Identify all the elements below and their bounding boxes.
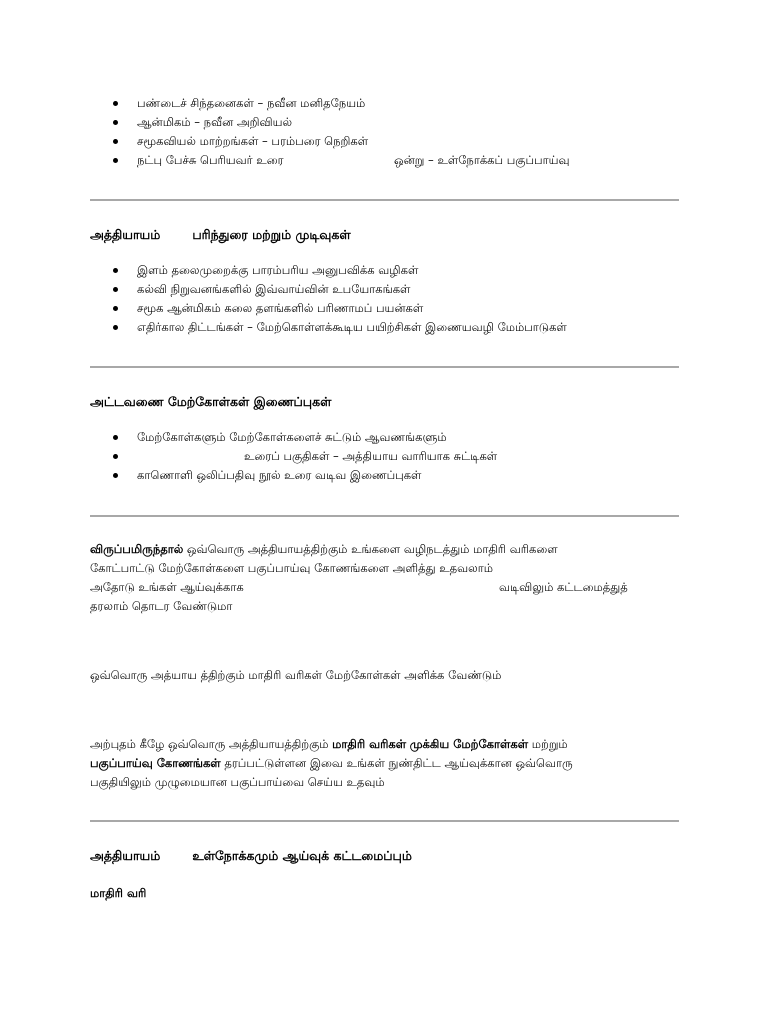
list-item: காணொளி ஒலிப்பதிவு நூல் உரை வடிவ இணைப்புகள்	[108, 466, 728, 485]
section-divider	[90, 820, 679, 822]
section-heading: அத்தியாயம் பரிந்துரை மற்றும் முடிவுகள்	[90, 227, 351, 242]
bullet-icon	[113, 268, 118, 273]
sample-line-label: மாதிரி வரி	[90, 886, 147, 900]
paragraph: விருப்பமிருந்தால் ஒவ்வொரு அத்தியாயத்திற்கும் உங்களை வழிநடத்தும் மாதிரி வரிகளை கோட்பாட்டு மேற்கோள்களை பகுப்பாய்வு கோணங்களை அளித்து உதவலாம் அதோடு உங்கள் ஆய்வுக்காக வடிவிலும் கட்டமைத்துத் தரலாம் தொடர வேண்டுமா	[90, 542, 628, 613]
list-item: நட்பு பேச்சு பெரியவர் உரை ஒன்று – உள்நோக்கப் பகுப்பாய்வு	[108, 151, 728, 170]
paragraph: அற்புதம் கீழே ஒவ்வொரு அத்தியாயத்திற்கும் மாதிரி வரிகள் முக்கிய மேற்கோள்கள் மற்றும் பகுப்பாய்வு கோணங்கள் தரப்பட்டுள்ளன இவை உங்கள் நுண்திட்ட ஆய்வுக்கான ஒவ்வொரு பகுதியிலும் முழுமையான பகுப்பாய்வை செய்ய உதவும்	[90, 737, 573, 789]
list-item: கல்வி நிறுவனங்களில் இவ்வாய்வின் உபயோகங்கள்	[108, 280, 728, 299]
list-item: எதிர்கால திட்டங்கள் – மேற்கொள்ளக்கூடிய பயிற்சிகள் இணையவழி மேம்பாடுகள்	[108, 318, 728, 337]
section-heading: அத்தியாயம் உள்நோக்கமும் ஆய்வுக் கட்டமைப்பும்	[90, 848, 412, 863]
bullet-icon	[113, 287, 118, 292]
list-item: சமூக ஆன்மிகம் கலை தளங்களில் பரிணாமப் பயன்கள்	[108, 299, 728, 318]
bullet-icon	[113, 473, 118, 478]
bullet-icon	[113, 139, 118, 144]
list-item: மேற்கோள்களும் மேற்கோள்களைச் சுட்டும் ஆவணங்களும்	[108, 428, 728, 447]
bullet-icon	[113, 101, 118, 106]
section-divider	[90, 366, 679, 368]
section-divider	[90, 515, 679, 517]
list-item: ஆன்மிகம் – நவீன அறிவியல்	[108, 113, 728, 132]
list-item: சமூகவியல் மாற்றங்கள் – பரம்பரை நெறிகள்	[108, 132, 728, 151]
list-item-continuation: ஒன்று – உள்நோக்கப் பகுப்பாய்வு	[394, 153, 570, 167]
bullet-icon	[113, 454, 118, 459]
list-item: உரைப் பகுதிகள் – அத்தியாய வாரியாக சுட்டிகள்	[108, 447, 728, 466]
section-heading: அட்டவணை மேற்கோள்கள் இணைப்புகள்	[90, 394, 332, 409]
bullet-icon	[113, 158, 118, 163]
paragraph: ஒவ்வொரு அத்யாய த்திற்கும் மாதிரி வரிகள் மேற்கோள்கள் அளிக்க வேண்டும்	[90, 668, 502, 682]
list-item: பண்டைச் சிந்தனைகள் – நவீன மனிதநேயம்	[108, 94, 728, 113]
list-item: இளம் தலைமுறைக்கு பாரம்பரிய அனுபவிக்க வழிகள்	[108, 261, 728, 280]
bullet-icon	[113, 325, 118, 330]
bullet-icon	[113, 435, 118, 440]
appendix-list	[108, 428, 728, 485]
bullet-icon	[113, 120, 118, 125]
bullet-icon	[113, 306, 118, 311]
topic-list-1	[108, 94, 728, 170]
section-divider	[90, 199, 679, 201]
recommendation-list	[108, 261, 728, 337]
